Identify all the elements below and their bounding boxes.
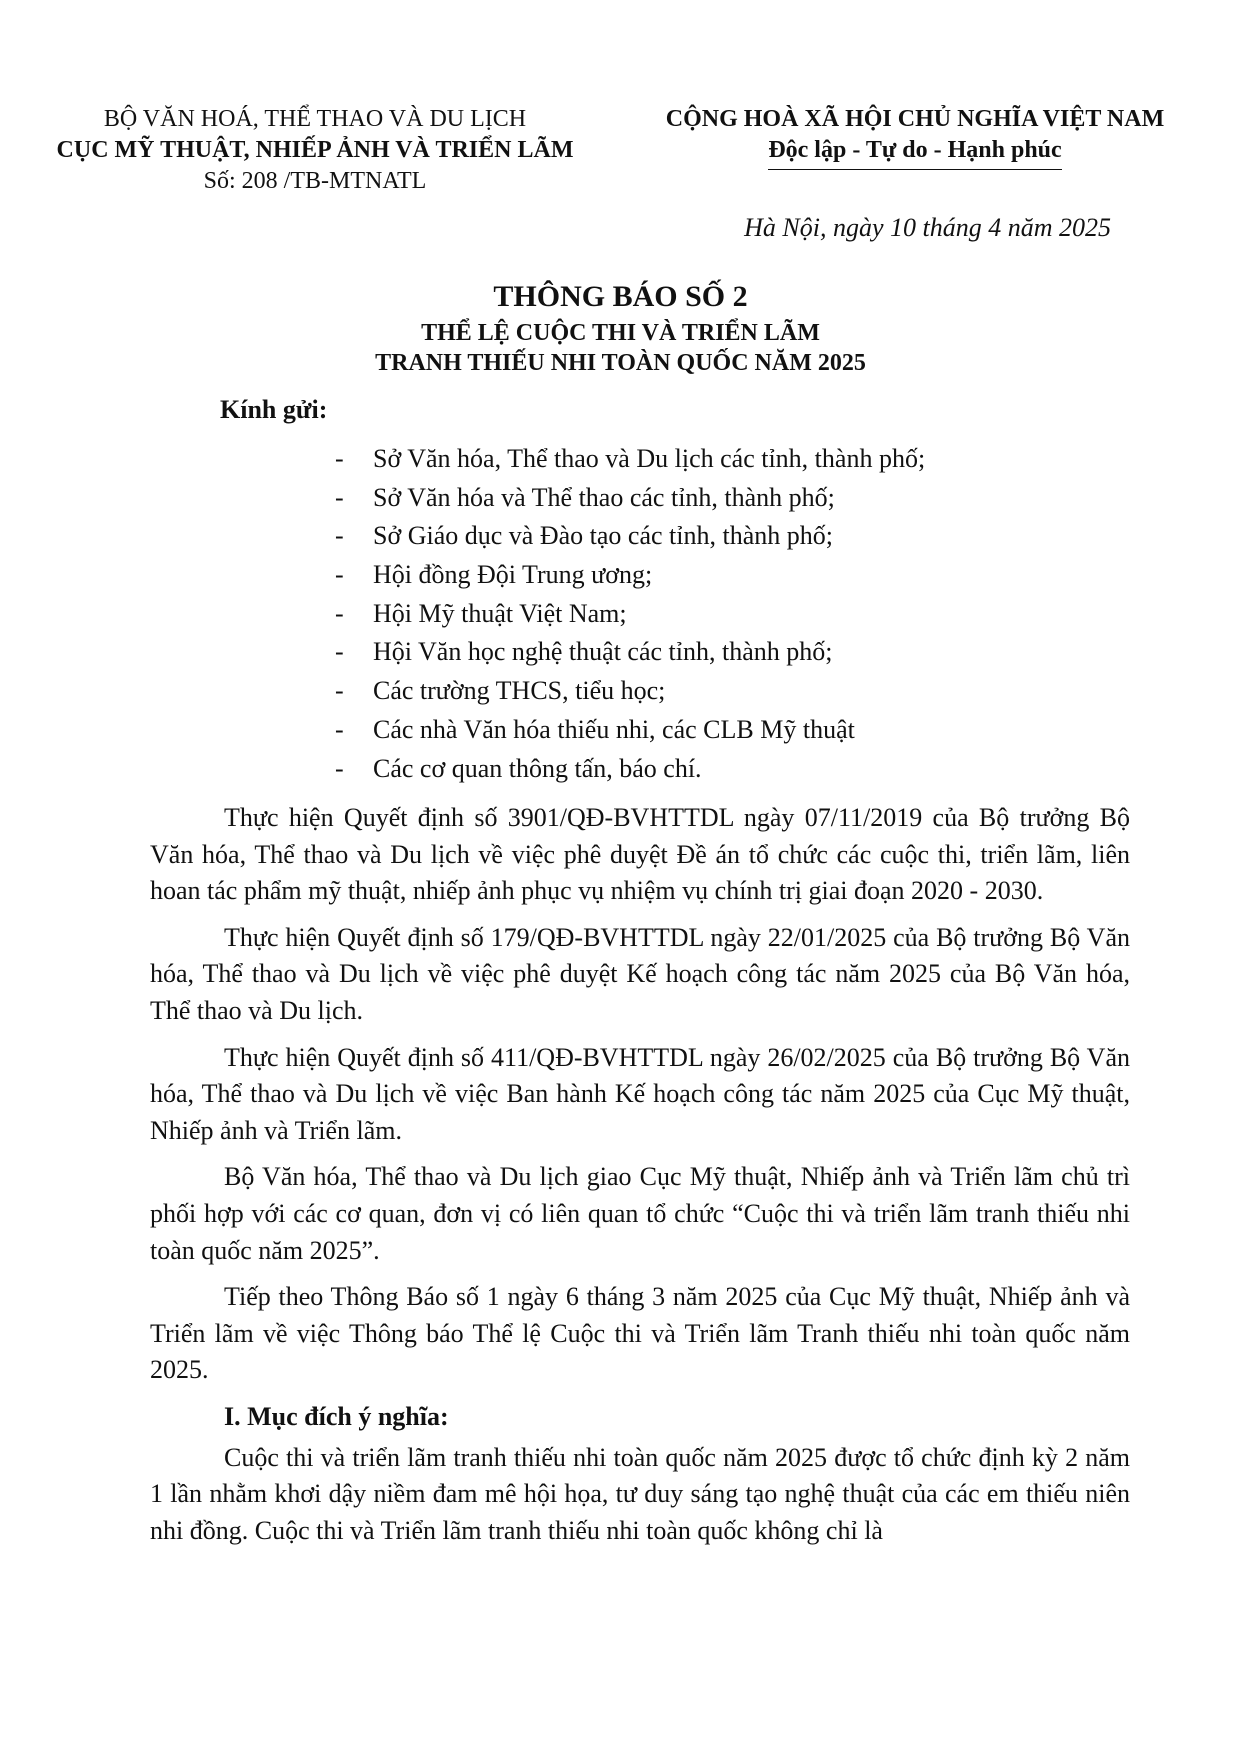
body-paragraph: Thực hiện Quyết định số 3901/QĐ-BVHTTDL ngày 07/11/2019 của Bộ trưởng Bộ Văn hóa, Thể thao và Du lịch về việc phê duyệt Đề án tổ chức các cuộc thi, triển lãm, liên hoan tác phẩm mỹ thuật, nhiếp ảnh phục vụ nhiệm vụ chính trị giai đoạn 2020 - 2030. (150, 803, 1130, 906)
recipient-item: - Các trường THCS, tiểu học; (335, 676, 666, 706)
national-motto: Độc lập - Tự do - Hạnh phúc (768, 135, 1061, 170)
date-place: Hà Nội, ngày 10 tháng 4 năm 2025 (744, 213, 1111, 242)
national-header-block (610, 104, 1220, 170)
addressee-label: Kính gửi: (220, 395, 328, 424)
ministry-name: BỘ VĂN HOÁ, THỂ THAO VÀ DU LỊCH (103, 106, 527, 132)
notice-subtitle-1: THỂ LỆ CUỘC THI VÀ TRIỂN LÃM (421, 320, 820, 346)
body-paragraph: Tiếp theo Thông Báo số 1 ngày 6 tháng 3 năm 2025 của Cục Mỹ thuật, Nhiếp ảnh và Triển lãm về việc Thông báo Thể lệ Cuộc thi và Triển lãm Tranh thiếu nhi toàn quốc năm 2025. (150, 1282, 1130, 1385)
recipient-item: - Sở Giáo dục và Đào tạo các tỉnh, thành phố; (335, 521, 833, 551)
recipient-item: - Các nhà Văn hóa thiếu nhi, các CLB Mỹ thuật (335, 714, 855, 744)
recipient-list (335, 440, 925, 788)
notice-title: THÔNG BÁO SỐ 2 (493, 280, 748, 313)
recipient-item: - Sở Văn hóa và Thể thao các tỉnh, thành phố; (335, 482, 835, 512)
recipient-item: - Hội Văn học nghệ thuật các tỉnh, thành phố; (335, 637, 833, 667)
body-paragraph: Thực hiện Quyết định số 411/QĐ-BVHTTDL ngày 26/02/2025 của Bộ trưởng Bộ Văn hóa, Thể thao và Du lịch về việc Ban hành Kế hoạch công tác năm 2025 của Cục Mỹ thuật, Nhiếp ảnh và Triển lãm. (150, 1042, 1130, 1145)
section-heading: I. Mục đích ý nghĩa: (224, 1401, 449, 1431)
body-paragraph: Bộ Văn hóa, Thể thao và Du lịch giao Cục Mỹ thuật, Nhiếp ảnh và Triển lãm chủ trì phối hợp với các cơ quan, đơn vị có liên quan tổ chức “Cuộc thi và triển lãm tranh thiếu nhi toàn quốc năm 2025”. (150, 1162, 1130, 1265)
country-name: CỘNG HOÀ XÃ HỘI CHỦ NGHĨA VIỆT NAM (665, 106, 1165, 132)
body-paragraph: Cuộc thi và triển lãm tranh thiếu nhi toàn quốc năm 2025 được tổ chức định kỳ 2 năm 1 lần nhằm khơi dậy niềm đam mê hội họa, tư duy sáng tạo nghệ thuật của các em thiếu niên nhi đồng. Cuộc thi và Triển lãm tranh thiếu nhi toàn quốc không chỉ là (150, 1442, 1130, 1545)
recipient-item: - Hội đồng Đội Trung ương; (335, 560, 653, 590)
body-paragraph: Thực hiện Quyết định số 179/QĐ-BVHTTDL ngày 22/01/2025 của Bộ trưởng Bộ Văn hóa, Thể thao và Du lịch về việc phê duyệt Kế hoạch công tác năm 2025 của Bộ Văn hóa, Thể thao và Du lịch. (150, 922, 1130, 1025)
recipient-item: - Hội Mỹ thuật Việt Nam; (335, 598, 627, 628)
document-body (150, 800, 1130, 1559)
recipient-item: - Sở Văn hóa, Thể thao và Du lịch các tỉnh, thành phố; (335, 444, 926, 473)
document-number: Số: 208 /TB-MTNATL (203, 168, 427, 194)
department-name: CỤC MỸ THUẬT, NHIẾP ẢNH VÀ TRIỂN LÃM (56, 137, 574, 163)
issuing-authority-block (30, 104, 600, 197)
notice-subtitle-2: TRANH THIẾU NHI TOÀN QUỐC NĂM 2025 (375, 350, 866, 376)
recipient-item: - Các cơ quan thông tấn, báo chí. (335, 753, 702, 783)
